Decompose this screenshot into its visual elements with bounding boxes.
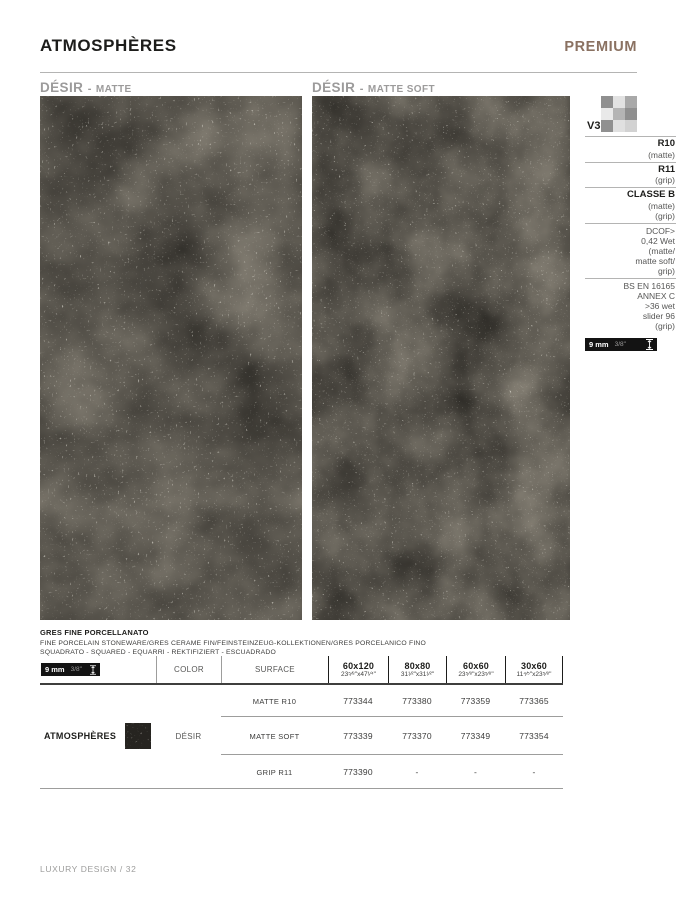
column-header-size-30x60 [505, 656, 563, 683]
product-name: DÉSIR [40, 80, 84, 95]
shade-variation-label: V3 [587, 120, 601, 132]
spec-line: matte soft/ [635, 255, 675, 266]
column-header-size-60x120 [328, 656, 388, 683]
spec-sub: (grip) [655, 175, 675, 185]
column-header-size-60x60 [446, 656, 505, 683]
code-cell: - [532, 767, 536, 777]
size-inches: 31¹⁄²"x31¹⁄²" [400, 671, 435, 678]
code-cell: 773359 [460, 696, 491, 706]
empty-cell [156, 685, 221, 717]
panel-label-matte-soft [312, 79, 435, 97]
size-inches: 11⁴⁄⁵"x23⁵⁄⁸" [516, 671, 552, 678]
spec-r11 [585, 163, 676, 188]
color-swatch-thumbnail [125, 723, 151, 749]
code-cell: 773380 [402, 696, 432, 706]
finish-name: MATTE SOFT [367, 84, 435, 95]
spec-line: DCOF> [645, 225, 675, 236]
spec-sub: (grip) [655, 210, 675, 221]
size-inches: 23⁵⁄⁸"x47¹⁄⁴" [341, 671, 376, 678]
code-cell: 773354 [519, 731, 549, 741]
thickness-badge [41, 663, 100, 676]
spec-sub: (matte) [648, 200, 675, 211]
column-header-size-80x80 [388, 656, 446, 683]
spec-title: R10 [657, 138, 675, 149]
collection-name: ATMOSPHÈRES [44, 731, 117, 741]
thickness-arrow-icon [90, 665, 96, 675]
thickness-inches: 3/8" [614, 340, 626, 348]
surface-cell: MATTE SOFT [249, 731, 300, 741]
panel-label-matte [40, 79, 132, 97]
spec-line: (matte/ [648, 245, 675, 256]
shade-variation [585, 96, 676, 132]
page-footer: LUXURY DESIGN / 32 [40, 864, 137, 874]
table-row [40, 755, 563, 789]
thickness-mm: 9 mm [589, 339, 609, 349]
finish-name: MATTE [95, 84, 132, 95]
spec-line: (grip) [655, 320, 675, 331]
product-name: DÉSIR [312, 80, 356, 95]
spec-dcof [585, 224, 676, 278]
size-cm: 60x120 [342, 661, 375, 671]
material-line: FINE PORCELAIN STONEWARE/GRES CERAME FIN/FEINSTEINZEUG-KOLLEKTIONEN/GRES PORCELANICO FINO [40, 639, 427, 647]
spec-title: CLASSE B [626, 189, 675, 200]
page-title: ATMOSPHÈRES [40, 36, 177, 55]
tile-photo-matte-soft [312, 96, 570, 620]
product-table [40, 656, 563, 789]
spec-line: grip) [657, 265, 675, 276]
shade-swatch [625, 120, 637, 132]
size-cm: 30x60 [520, 661, 548, 671]
material-title: GRES FINE PORCELLANATO [40, 628, 149, 637]
spec-line: >36 wet [644, 300, 675, 311]
code-cell: 773365 [519, 696, 549, 706]
shade-swatch [613, 120, 625, 132]
column-header-surface [221, 656, 328, 683]
code-cell: 773370 [402, 731, 432, 741]
thickness-mm: 9 mm [45, 665, 65, 674]
material-line: SQUADRATO - SQUARED - EQUARRI - REKTIFIZIERT - ESCUADRADO [40, 649, 276, 656]
spec-line: ANNEX C [637, 290, 675, 301]
shade-variation-grid-icon [601, 96, 637, 132]
shade-swatch [601, 96, 613, 108]
column-header-color [156, 656, 221, 683]
tile-photo-matte [40, 96, 302, 620]
thickness-inches: 3/8" [70, 666, 82, 673]
premium-badge: PREMIUM [564, 39, 637, 55]
empty-cell [156, 755, 221, 789]
size-cm: 60x60 [462, 661, 490, 671]
code-cell: 773344 [343, 696, 373, 706]
spec-r10 [585, 137, 676, 162]
thickness-arrow-icon [646, 339, 653, 350]
shade-swatch [601, 120, 613, 132]
code-cell: - [415, 767, 419, 777]
shade-swatch [613, 108, 625, 120]
code-cell: - [473, 767, 478, 777]
label-separator: - [87, 83, 92, 95]
table-header-row [40, 656, 563, 683]
size-cm: 80x80 [404, 661, 431, 671]
code-cell: 773339 [343, 731, 373, 741]
material-description [40, 628, 426, 656]
shade-swatch [625, 108, 637, 120]
column-header-label: SURFACE [255, 665, 295, 674]
size-inches: 23⁵⁄⁸"x23⁵⁄⁸" [458, 671, 494, 678]
column-header-label: COLOR [174, 665, 204, 674]
shade-swatch [601, 108, 613, 120]
spec-line: BS EN 16165 [623, 280, 675, 291]
label-separator: - [359, 83, 364, 95]
shade-swatch [625, 96, 637, 108]
table-row [40, 717, 563, 755]
header-divider [40, 72, 637, 73]
spec-title: R11 [658, 163, 675, 175]
table-thickness-cell [40, 656, 156, 683]
table-row [40, 685, 563, 717]
code-cell: 773390 [343, 767, 373, 777]
collection-cell [40, 717, 156, 755]
shade-swatch [613, 96, 625, 108]
tech-specs-sidebar [585, 96, 676, 351]
surface-cell: MATTE R10 [252, 696, 297, 706]
spec-sub: (matte) [648, 149, 675, 160]
spec-line: 0,42 Wet [641, 235, 675, 246]
color-name-cell: DÉSIR [175, 731, 202, 741]
spec-bs-en [585, 279, 676, 333]
thickness-badge [585, 338, 657, 351]
empty-cell [40, 755, 156, 789]
surface-cell: GRIP R11 [256, 767, 293, 777]
code-cell: 773349 [460, 731, 491, 741]
spec-line: slider 96 [642, 310, 675, 321]
spec-classe [585, 188, 676, 223]
empty-cell [40, 685, 156, 717]
